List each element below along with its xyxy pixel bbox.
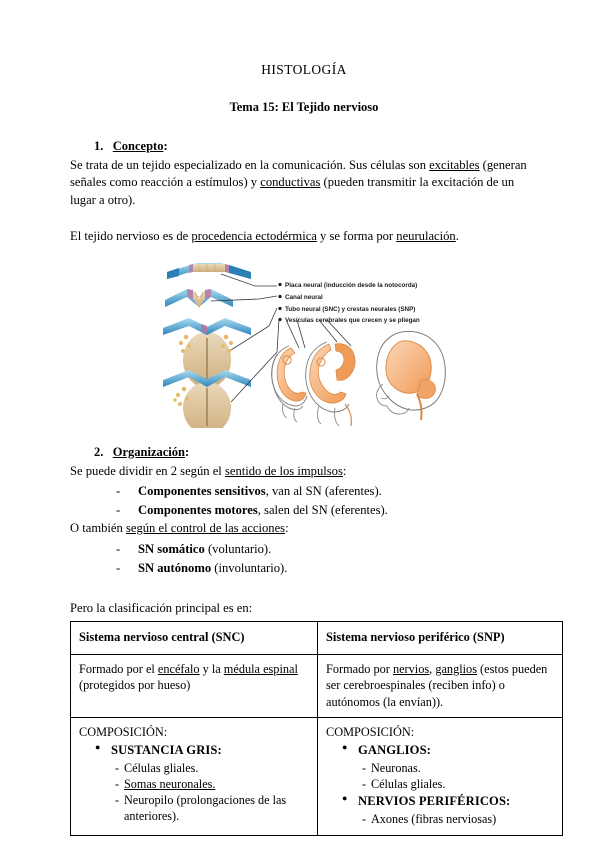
list-item [116,501,538,520]
section-colon-1: : [163,139,168,153]
control-acciones: según el control de las acciones [125,521,286,536]
organizacion-lead-2 [70,520,538,537]
list-item [362,760,554,776]
section-title-1: Concepto [112,139,164,153]
embryo-stage-mid [306,342,355,426]
classification-table [70,621,563,836]
ectoderm-end: . [455,229,459,244]
item-bold-3: SN autónomo [138,560,212,575]
document-title: HISTOLOGÍA [261,62,347,77]
concepto-line2-text: (generan señales como reacción a estímulos) y [70,158,527,190]
neurulacion: neurulación [396,229,456,244]
concepto-excitables: excitables [429,158,480,172]
section-heading-concepto [70,139,538,154]
concepto-paragraph [70,157,538,209]
composicion-label-left: COMPOSICIÓN: [79,725,168,740]
ganglios-heading: ● GANGLIOS: [358,742,431,757]
list-item [116,559,538,578]
concepto-conductivas: conductivas [260,175,321,190]
composicion-label-right: COMPOSICIÓN: [326,725,415,740]
list-item [362,811,554,827]
snp-desc-c: (estos pueden ser cerebroespinales (reciben info) o autónomos (la envían)). [326,661,548,709]
figure-label-2: Tubo neural (SNC) y crestas neurales (SNP) [285,305,416,313]
snc-desc-b: y la [199,661,224,676]
snc-composition-list [79,742,309,824]
procedencia-ectodermica: procedencia ectodérmica [191,229,317,244]
list-item [115,792,309,824]
embryo-stage-early [272,346,307,422]
fetal-head-brain [377,331,446,420]
list-item [115,760,309,776]
encefalo: encéfalo [157,661,200,676]
concepto-line2-tail: (pueden transmitir la [320,175,429,190]
cell-snp-description [318,654,563,717]
control-type-list [70,540,538,578]
sentido-impulsos: sentido de los impulsos [224,463,343,478]
table-row [71,718,563,836]
list-item [95,742,309,824]
ectoderm-lead: El tejido nervioso es de [70,229,192,244]
sub-item-r1: Células gliales. [371,776,446,791]
org-lead1-text: Se puede dividir en 2 según el [70,463,225,478]
impulse-direction-list [70,482,538,520]
item-rest-1: , salen del SN (eferentes). [257,503,388,518]
sustancia-gris-sublist [111,760,309,824]
sub-item-r0: Neuronas. [371,760,421,775]
list-item [342,742,554,792]
cell-snp-composition [318,718,563,836]
cell-snc-description [71,654,318,717]
list-item [342,793,554,827]
table-header-snp: Sistema nervioso periférico (SNP) [318,622,563,655]
table-header-row [71,622,563,655]
figure-container [70,256,538,428]
figure-labels [278,282,420,324]
item-rest-0: , van al SN (aferentes). [265,483,382,498]
org-lead1-colon: : [342,463,347,478]
sub-item-2: Neuropilo (prolongaciones de las anteriores). [124,792,287,823]
table-header-snc: Sistema nervioso central (SNC) [71,622,318,655]
item-bold-0: Componentes sensitivos [138,483,266,498]
stage-2-neural-fold [165,289,233,308]
organizacion-lead-1 [70,463,538,480]
snc-desc-a: Formado por el [79,661,158,676]
table-intro: Pero la clasificación principal es en: [70,600,253,615]
snc-desc-c: (protegidos por hueso) [79,678,191,693]
figure-label-1: Canal neural [285,293,323,301]
section-number-1: 1. [94,139,104,153]
nervios-perifericos-heading: ● NERVIOS PERIFÉRICOS: [358,793,511,808]
item-rest-3: (involuntario). [211,560,288,575]
section-colon-2: : [184,444,190,459]
list-item [115,776,309,792]
list-item [116,482,538,501]
snp-composition-list [326,742,554,827]
neurulation-diagram [159,256,449,428]
snp-desc-b: , [429,661,436,676]
medula-espinal: médula espinal [223,661,298,676]
nervios-perifericos-sublist [358,811,554,827]
figure-label-3: Vesículas cerebrales que crecen y se pliegan [285,316,420,324]
org-lead2-text: O también [70,521,126,536]
org-lead2-colon: : [285,521,289,536]
section-number-2: 2. [94,444,104,459]
section-heading-organizacion [70,445,538,460]
item-bold-1: Componentes motores [138,503,258,518]
stage-1-neural-plate [167,263,251,279]
snp-desc-a: Formado por [326,661,393,676]
table-row [71,654,563,717]
sub-item-0: Células gliales. [124,760,199,775]
somas-neuronales: Somas neuronales. [124,776,216,791]
document-subtitle: Tema 15: El Tejido nervioso [229,100,379,114]
figure-label-0: Placa neural (inducción desde la notocorda) [285,281,418,289]
concepto-line3: excitación de un lugar a otro). [70,175,515,207]
item-bold-2: SN somático [138,541,205,556]
ganglios: ganglios [435,661,477,676]
ectoderm-mid: y se forma por [316,229,397,244]
cell-snc-composition [71,718,318,836]
list-item [362,776,554,792]
list-item [116,540,538,559]
section-title-2: Organización [112,444,185,459]
concepto-line1-text: Se trata de un tejido especializado en la comunicación. Sus células son [70,158,430,172]
sustancia-gris-heading: ● SUSTANCIA GRIS: [111,742,222,757]
ganglios-sublist [358,760,554,792]
ectoderm-paragraph [70,228,538,245]
item-rest-2: (voluntario). [204,541,272,556]
nervios: nervios [392,661,430,676]
sub-item-r2: Axones (fibras nerviosas) [371,811,497,826]
